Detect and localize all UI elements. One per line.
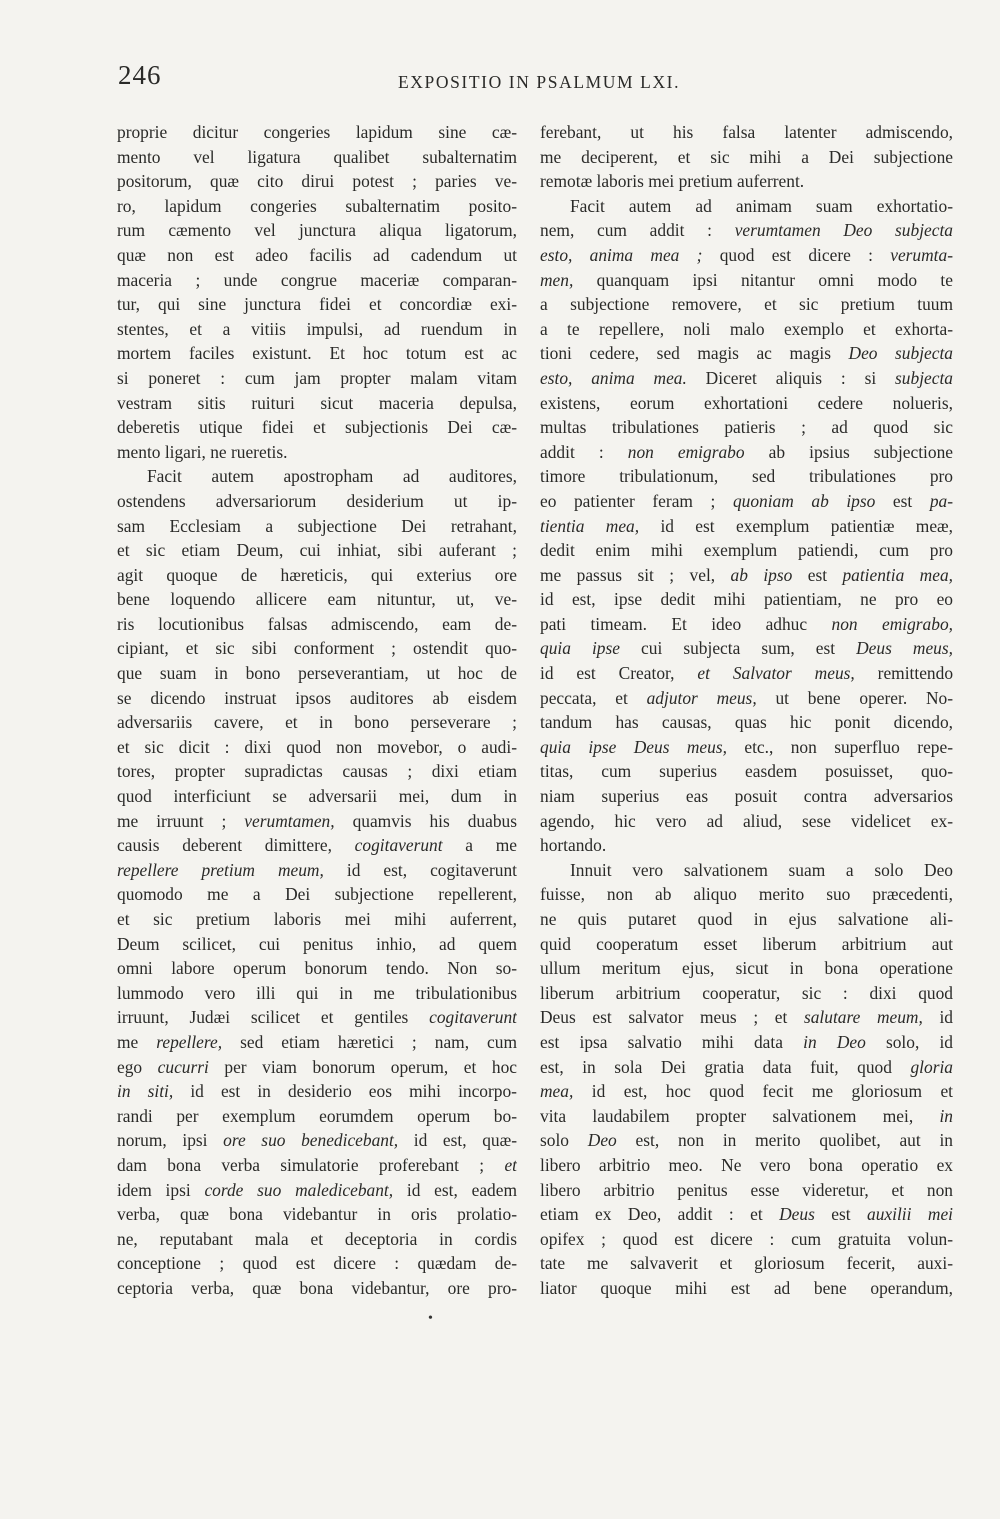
- text-line: [117, 1030, 517, 1055]
- text-line: [117, 858, 517, 883]
- text-segment: addit :: [540, 441, 628, 462]
- text-line: [117, 514, 517, 539]
- text-segment: hortando.: [540, 835, 607, 856]
- text-line: [117, 1104, 517, 1129]
- text-line: [117, 292, 517, 317]
- text-segment: a te repellere, noli malo exemplo et exhorta-: [540, 318, 953, 339]
- italic-text: Deus meus,: [856, 638, 953, 659]
- italic-text: adjutor meus,: [646, 687, 757, 708]
- text-segment: que suam in bono perseverantiam, ut hoc de: [117, 663, 517, 684]
- text-segment: me deciperent, et sic mihi a Dei subjectione: [540, 146, 953, 167]
- text-line: [117, 169, 517, 194]
- italic-text: repellere,: [156, 1031, 223, 1052]
- text-segment: Deus est salvator meus ; et: [540, 1007, 804, 1028]
- text-segment: quod interficiunt se adversarii mei, dum in: [117, 786, 517, 807]
- text-segment: Innuit vero salvationem suam a solo Deo: [570, 859, 953, 880]
- text-line: [540, 538, 953, 563]
- text-line: [540, 710, 953, 735]
- text-segment: maceria ; unde congrue maceriæ comparan-: [117, 269, 517, 290]
- text-segment: fuisse, non ab aliquo merito suo præcedenti,: [540, 884, 953, 905]
- text-line: [540, 1005, 953, 1030]
- text-line: [117, 366, 517, 391]
- text-segment: tandum has causas, quas hic ponit dicendo,: [540, 712, 953, 733]
- text-line: [117, 735, 517, 760]
- text-line: [117, 932, 517, 957]
- text-segment: et sic pretium laboris mei mihi auferrent,: [117, 909, 517, 929]
- text-line: [117, 1178, 517, 1203]
- text-segment: pati timeam. Et ideo adhuc: [540, 613, 832, 634]
- text-segment: et sic dicit : dixi quod non movebor, o audi-: [117, 736, 517, 757]
- text-segment: dedit enim mihi exemplum patiendi, cum pro: [540, 540, 953, 561]
- italic-text: et: [504, 1154, 517, 1175]
- text-line: [540, 440, 953, 465]
- text-segment: proprie dicitur congeries lapidum sine cæ-: [117, 122, 517, 142]
- text-segment: quanquam ipsi nitantur omni modo te: [573, 269, 953, 290]
- text-segment: id est, quæ-: [398, 1130, 517, 1151]
- text-line: [117, 661, 517, 686]
- text-line: [117, 686, 517, 711]
- page-header: [118, 60, 954, 100]
- italic-text: et Salvator meus,: [697, 663, 855, 684]
- text-segment: rum cæmento vel junctura aliqua ligatorum,: [117, 220, 517, 241]
- italic-text: verumtamen Deo subjecta: [734, 220, 953, 241]
- text-segment: ceptoria verba, quæ bona videbantur, ore pro-: [117, 1277, 517, 1298]
- text-segment: id est, eadem: [393, 1179, 517, 1200]
- text-line: [540, 317, 953, 342]
- text-segment: peccata, et: [540, 687, 647, 708]
- text-segment: id est, cogitaverunt: [323, 859, 517, 880]
- text-line: [540, 686, 953, 711]
- text-line: [117, 882, 517, 907]
- text-line: [540, 1055, 953, 1080]
- text-segment: quod est dicere :: [702, 244, 891, 265]
- text-segment: omni labore operum bonorum tendo. Non so-: [117, 958, 517, 979]
- text-line: [540, 759, 953, 784]
- text-line: [540, 341, 953, 366]
- text-line: [540, 169, 953, 194]
- text-segment: libero arbitrio meo. Ne vero bona operatio ex: [540, 1154, 953, 1175]
- text-line: [117, 1202, 517, 1227]
- text-segment: me passus sit ; vel,: [540, 564, 731, 585]
- text-line: [540, 907, 953, 932]
- italic-text: verumtamen,: [244, 810, 335, 831]
- text-segment: bene loquendo allicere eam nituntur, ut, ve-: [117, 589, 517, 610]
- italic-text: quoniam ab ipso: [732, 490, 876, 511]
- italic-text: men,: [540, 269, 574, 290]
- text-line: [117, 120, 517, 145]
- italic-text: cogitaverunt: [354, 835, 443, 856]
- text-line: [117, 710, 517, 735]
- text-line: [117, 1079, 517, 1104]
- text-segment: agit quoque de hæreticis, qui exterius ore: [117, 564, 517, 585]
- text-line: [540, 981, 953, 1006]
- text-line: [540, 882, 953, 907]
- text-segment: lummodo vero illi qui in me tribulationibus: [117, 982, 517, 1003]
- text-segment: ego: [117, 1056, 158, 1077]
- text-line: [540, 292, 953, 317]
- text-segment: Deum scilicet, cui penitus inhio, ad quem: [117, 933, 517, 954]
- text-line: [117, 268, 517, 293]
- italic-text: verumta-: [890, 244, 953, 265]
- text-line: [540, 858, 953, 883]
- text-segment: si poneret : cum jam propter malam vitam: [117, 367, 517, 388]
- text-segment: sed etiam hæretici ; nam, cum: [222, 1031, 517, 1052]
- text-segment: ne, reputabant mala et deceptoria in cordis: [117, 1228, 517, 1249]
- text-segment: titas, cum superius easdem posuisset, quo-: [540, 761, 953, 782]
- text-line: [117, 1153, 517, 1178]
- italic-text: tientia mea,: [540, 515, 640, 536]
- italic-text: auxilii mei: [867, 1204, 953, 1225]
- text-line: [117, 538, 517, 563]
- italic-text: in: [939, 1105, 953, 1126]
- text-line: [540, 243, 953, 268]
- text-segment: tores, propter supradictas causas ; dixi etiam: [117, 761, 517, 782]
- text-line: [540, 833, 953, 858]
- text-segment: est, in sola Dei gratia data fuit, quod: [540, 1056, 911, 1077]
- text-segment: libero arbitrio penitus esse videretur, et non: [540, 1179, 953, 1200]
- text-line: [540, 1227, 953, 1252]
- page-number: 246: [118, 60, 162, 90]
- text-segment: solo, id: [865, 1031, 953, 1052]
- text-segment: id est exemplum patientiæ meæ,: [639, 515, 953, 536]
- text-line: [117, 809, 517, 834]
- text-line: [117, 1227, 517, 1252]
- text-segment: norum, ipsi: [117, 1130, 224, 1151]
- italic-text: quia ipse: [540, 638, 620, 659]
- text-line: [117, 317, 517, 342]
- text-segment: Diceret aliquis : si: [686, 367, 896, 388]
- text-segment: cui subjecta sum, est: [619, 638, 857, 659]
- italic-text: corde suo maledicebant,: [204, 1179, 394, 1200]
- text-line: [540, 784, 953, 809]
- text-line: [540, 1104, 953, 1129]
- text-line: [540, 268, 953, 293]
- text-line: [540, 932, 953, 957]
- text-line: [540, 1079, 953, 1104]
- text-segment: est: [814, 1204, 868, 1225]
- text-line: [540, 464, 953, 489]
- text-segment: liberum arbitrium cooperatur, sic : dixi quod: [540, 982, 953, 1003]
- text-segment: stentes, et a vitiis impulsi, ad ruendum in: [117, 318, 517, 339]
- italic-text: esto, anima mea ;: [540, 244, 703, 265]
- text-line: [117, 1276, 517, 1301]
- text-line: [117, 784, 517, 809]
- italic-text: subjecta: [895, 367, 953, 388]
- text-segment: mento vel ligatura qualibet subalternatim: [117, 146, 517, 167]
- text-line: [540, 415, 953, 440]
- text-segment: multas tribulationes patieris ; ad quod sic: [540, 417, 953, 438]
- italic-text: esto, anima mea.: [540, 367, 687, 388]
- text-line: [117, 759, 517, 784]
- text-segment: ostendens adversariorum desiderium ut ip-: [117, 490, 517, 511]
- text-line: [540, 735, 953, 760]
- running-title: EXPOSITIO IN PSALMUM LXI.: [398, 72, 681, 92]
- text-line: [117, 833, 517, 858]
- text-line: [540, 145, 953, 170]
- text-line: [117, 636, 517, 661]
- text-segment: randi per exemplum eorumdem operum bo-: [117, 1105, 517, 1126]
- text-line: [540, 661, 953, 686]
- italic-text: ab ipso: [730, 564, 793, 585]
- text-line: [117, 243, 517, 268]
- text-segment: a me: [442, 835, 517, 856]
- text-segment: id est, hoc quod fecit me gloriosum et: [573, 1081, 953, 1102]
- text-segment: existens, eorum exhortationi cedere nolueris,: [540, 392, 953, 413]
- text-segment: tur, qui sine junctura fidei et concordiæ exi-: [117, 294, 517, 315]
- italic-text: pa-: [929, 490, 953, 511]
- text-line: [117, 194, 517, 219]
- italic-text: salutare meum,: [803, 1007, 923, 1028]
- text-line: [540, 1251, 953, 1276]
- text-line: [540, 563, 953, 588]
- italic-text: in siti,: [117, 1081, 174, 1102]
- text-segment: quomodo me a Dei subjectione repellerent,: [117, 884, 517, 905]
- text-line: [117, 612, 517, 637]
- italic-text: non emigrabo,: [831, 613, 953, 634]
- text-line: [540, 194, 953, 219]
- text-segment: me irruunt ;: [117, 810, 245, 831]
- text-segment: ullum meritum ejus, sicut in bona operatione: [540, 958, 953, 979]
- italic-text: cucurri: [157, 1056, 209, 1077]
- text-segment: quamvis his duabus: [334, 810, 517, 831]
- italic-text: mea,: [540, 1081, 574, 1102]
- italic-text: quia ipse Deus meus,: [540, 736, 727, 757]
- text-segment: agendo, hic vero ad aliud, sese videlicet ex-: [540, 810, 953, 831]
- italic-text: cogitaverunt: [429, 1007, 517, 1028]
- text-line: [117, 1128, 517, 1153]
- text-segment: quid cooperatum esset liberum arbitrium aut: [540, 933, 953, 954]
- text-segment: remittendo: [854, 663, 953, 684]
- text-line: [540, 391, 953, 416]
- italic-text: repellere pretium meum,: [117, 859, 324, 880]
- text-segment: est ipsa salvatio mihi data: [540, 1031, 804, 1052]
- left-column: [117, 120, 517, 1320]
- text-segment: cipiant, et sic sibi conforment ; ostendit quo-: [117, 638, 517, 659]
- text-line: [540, 956, 953, 981]
- text-segment: me: [117, 1031, 157, 1052]
- text-segment: et sic etiam Deum, cui inhiat, sibi auferant ;: [117, 540, 517, 561]
- text-segment: tate me salvaverit et gloriosum fecerit, auxi-: [540, 1253, 953, 1274]
- text-segment: id est Creator,: [540, 663, 698, 684]
- text-line: [117, 1005, 517, 1030]
- text-segment: id est in desiderio eos mihi incorpo-: [173, 1081, 517, 1102]
- italic-text: ore suo benedicebant,: [223, 1130, 399, 1151]
- text-line: [540, 514, 953, 539]
- text-line: [117, 907, 517, 932]
- text-line: [540, 636, 953, 661]
- text-segment: mento ligari, ne rueretis.: [117, 441, 288, 462]
- text-segment: etc., non superfluo repe-: [726, 736, 953, 757]
- text-segment: id est, ipse dedit mihi patientiam, ne pro eo: [540, 589, 953, 610]
- text-segment: dam bona verba simulatorie proferebant ;: [117, 1154, 505, 1175]
- text-line: [117, 341, 517, 366]
- text-segment: mortem faciles existunt. Et hoc totum est ac: [117, 343, 517, 364]
- text-segment: se dicendo instruat ipsos auditores ab eisdem: [117, 687, 517, 708]
- text-segment: causis deberent dimittere,: [117, 835, 355, 856]
- text-segment: positorum, quæ cito dirui potest ; paries ve-: [117, 171, 517, 192]
- text-segment: etiam ex Deo, addit : et: [540, 1204, 780, 1225]
- text-line: [117, 415, 517, 440]
- italic-text: gloria: [910, 1056, 953, 1077]
- text-line: [540, 1276, 953, 1301]
- text-line: [117, 145, 517, 170]
- italic-text: Deo subjecta: [848, 343, 953, 364]
- text-line: [540, 366, 953, 391]
- text-line: [540, 489, 953, 514]
- text-segment: est: [875, 490, 930, 511]
- text-line: [540, 218, 953, 243]
- text-segment: nem, cum addit :: [540, 220, 735, 241]
- text-segment: quæ non est adeo facilis ad cadendum ut: [117, 244, 517, 265]
- text-line: [117, 391, 517, 416]
- text-line: [117, 981, 517, 1006]
- text-line: [117, 563, 517, 588]
- text-segment: sam Ecclesiam a subjectione Dei retrahant,: [117, 515, 517, 536]
- italic-text: Deo: [587, 1130, 617, 1151]
- text-line: [540, 809, 953, 834]
- text-segment: Facit autem ad animam suam exhortatio-: [570, 195, 953, 216]
- text-segment: tioni cedere, sed magis ac magis: [540, 343, 849, 364]
- text-segment: solo: [540, 1130, 588, 1151]
- text-segment: per viam bonorum operum, et hoc: [208, 1056, 517, 1077]
- text-segment: ne quis putaret quod in ejus salvatione ali-: [540, 909, 953, 929]
- text-segment: ris locutionibus falsas admiscendo, eam de-: [117, 613, 517, 634]
- text-segment: opifex ; quod est dicere : cum gratuita volun-: [540, 1228, 953, 1249]
- right-column: [540, 120, 953, 1320]
- text-segment: vestram sitis ruituri sicut maceria depulsa,: [117, 392, 517, 413]
- text-line: [117, 464, 517, 489]
- text-segment: verba, quæ bona videbantur in oris prolatio-: [117, 1204, 517, 1225]
- text-segment: remotæ laboris mei pretium auferrent.: [540, 171, 805, 192]
- text-segment: adversariis cavere, et in bono perseverare ;: [117, 712, 517, 733]
- text-line: [540, 1178, 953, 1203]
- italic-text: non emigrabo: [627, 441, 745, 462]
- text-line: [117, 218, 517, 243]
- text-line: [117, 440, 517, 465]
- text-line: [117, 956, 517, 981]
- text-segment: Facit autem apostropham ad auditores,: [147, 466, 517, 487]
- text-segment: id: [922, 1007, 953, 1028]
- text-line: [117, 1251, 517, 1276]
- text-segment: ferebant, ut his falsa latenter admiscendo,: [540, 122, 953, 142]
- text-segment: irruunt, Judæi scilicet et gentiles: [117, 1007, 430, 1028]
- text-segment: est, non in merito quolibet, aut in: [616, 1130, 953, 1151]
- text-segment: ut bene operer. No-: [756, 687, 953, 708]
- text-segment: eo patienter feram ;: [540, 490, 733, 511]
- text-line: [540, 587, 953, 612]
- text-segment: conceptione ; quod est dicere : quædam de-: [117, 1253, 517, 1274]
- italic-text: in Deo: [803, 1031, 866, 1052]
- text-line: [540, 120, 953, 145]
- text-line: [540, 1128, 953, 1153]
- text-segment: liator quoque mihi est ad bene operandum,: [540, 1277, 953, 1298]
- text-segment: est: [792, 564, 843, 585]
- text-segment: idem ipsi: [117, 1179, 205, 1200]
- text-line: [540, 1202, 953, 1227]
- text-segment: a subjectione removere, et sic pretium tuum: [540, 294, 953, 315]
- text-line: [117, 489, 517, 514]
- text-segment: ro, lapidum congeries subalternatim posito-: [117, 195, 517, 216]
- italic-text: patientia mea,: [842, 564, 953, 585]
- text-line: [117, 587, 517, 612]
- text-line: [117, 1055, 517, 1080]
- ink-mark: •: [428, 1311, 433, 1326]
- text-segment: niam superius eas posuit contra adversarios: [540, 786, 953, 807]
- text-segment: ab ipsius subjectione: [744, 441, 953, 462]
- text-segment: deberetis utique fidei et subjectionis Dei cæ-: [117, 417, 517, 438]
- text-line: [540, 1153, 953, 1178]
- text-segment: vita laudabilem propter salvationem mei,: [540, 1105, 940, 1126]
- text-line: [540, 612, 953, 637]
- text-line: [540, 1030, 953, 1055]
- text-segment: timore tribulationum, sed tribulationes pro: [540, 466, 953, 487]
- italic-text: Deus: [779, 1204, 815, 1225]
